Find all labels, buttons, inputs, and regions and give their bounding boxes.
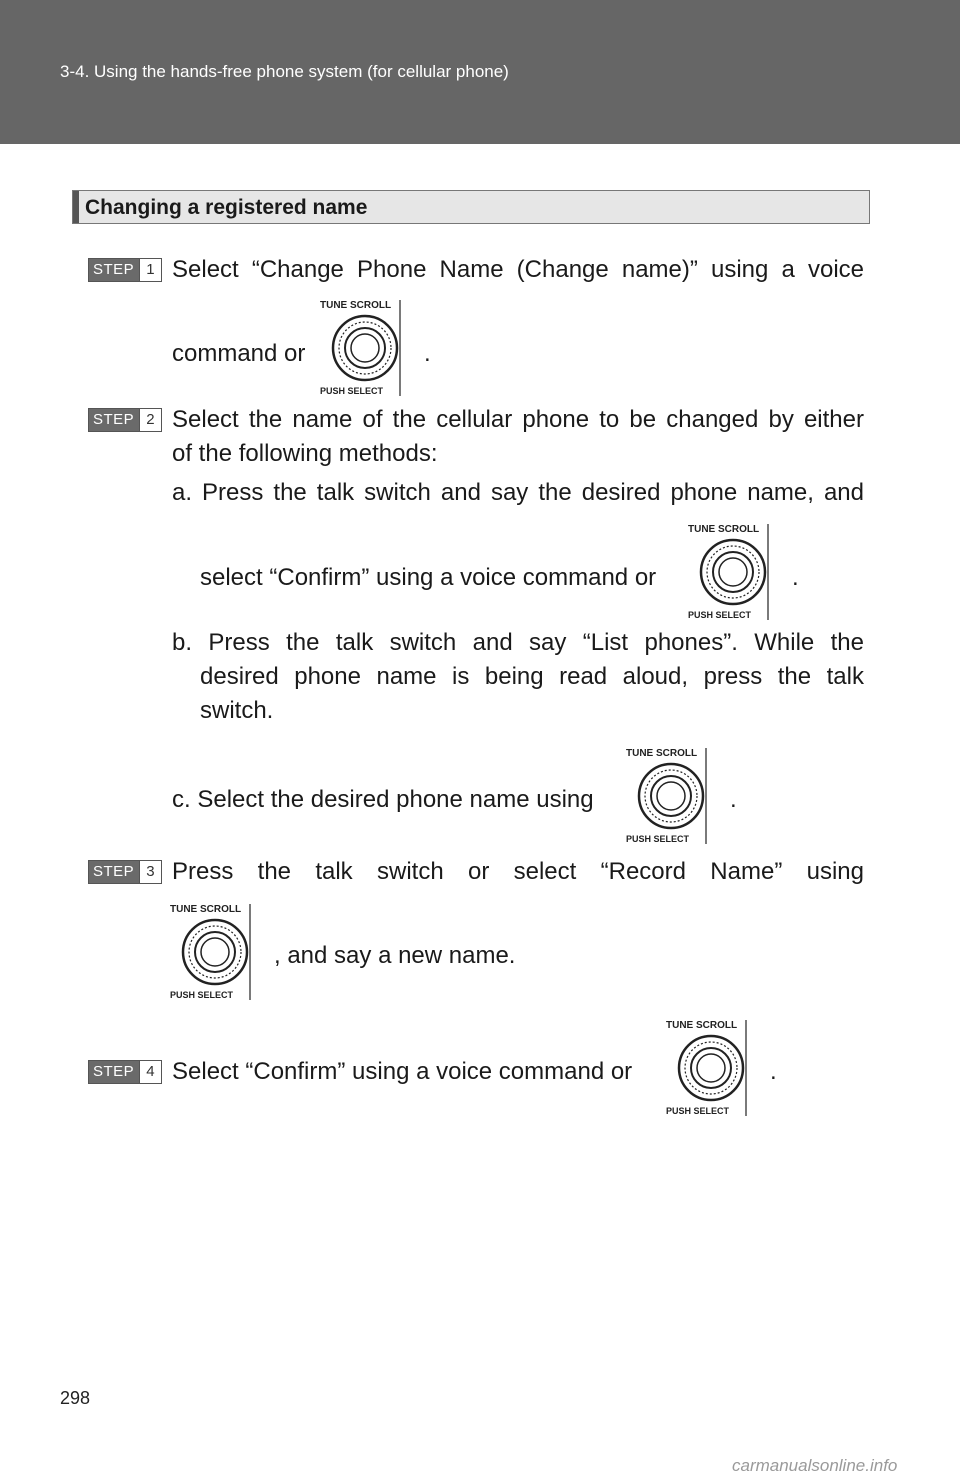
page-header: [0, 0, 960, 144]
method-a-period: .: [792, 564, 799, 591]
method-b-line-3: switch.: [200, 697, 274, 724]
chapter-title: 3-4. Using the hands-free phone system (for cellular phone): [60, 62, 509, 81]
page-number: 298: [60, 1388, 91, 1408]
knob-label-top: TUNE SCROLL: [170, 904, 242, 915]
step-2-line-1: Select the name of the cellular phone to be changed by either: [172, 406, 864, 433]
method-a-line-2: select “Confirm” using a voice command or: [200, 564, 657, 591]
step-4-period: .: [770, 1058, 777, 1085]
tune-knob-icon: [664, 1014, 756, 1118]
knob-label-top: TUNE SCROLL: [688, 524, 760, 535]
method-b-line-1: b. Press the talk switch and say “List phones”. While the: [172, 629, 864, 656]
knob-label-bottom: PUSH SELECT: [688, 610, 752, 620]
step-1-line-1: Select “Change Phone Name (Change name)” using a voice: [172, 256, 864, 283]
knob-label-top: TUNE SCROLL: [666, 1020, 738, 1031]
knob-label-top: TUNE SCROLL: [320, 300, 392, 311]
section-title: Changing a registered name: [85, 196, 368, 219]
step-number: 2: [139, 409, 160, 431]
step-word: STEP: [89, 1061, 139, 1083]
step-3-badge: [88, 860, 162, 884]
step-2-line-2: of the following methods:: [172, 440, 438, 467]
step-4-badge: [88, 1060, 162, 1084]
method-a-line-1: a. Press the talk switch and say the desired phone name, and: [172, 479, 864, 506]
step-4-line-1: Select “Confirm” using a voice command or: [172, 1058, 633, 1085]
method-c-line-1: c. Select the desired phone name using: [172, 786, 594, 813]
tune-knob-icon: [686, 518, 778, 622]
step-3-line-1: Press the talk switch or select “Record Name” using: [172, 858, 864, 885]
step-number: 3: [139, 861, 160, 883]
step-number: 1: [139, 259, 160, 281]
knob-label-top: TUNE SCROLL: [626, 748, 698, 759]
section-heading: [72, 190, 870, 224]
step-word: STEP: [89, 409, 139, 431]
knob-label-bottom: PUSH SELECT: [666, 1106, 730, 1116]
knob-label-bottom: PUSH SELECT: [626, 834, 690, 844]
tune-knob-icon: [624, 742, 716, 846]
method-c-period: .: [730, 786, 737, 813]
step-word: STEP: [89, 861, 139, 883]
knob-label-bottom: PUSH SELECT: [170, 990, 234, 1000]
knob-label-bottom: PUSH SELECT: [320, 386, 384, 396]
tune-knob-icon: [318, 294, 410, 398]
step-number: 4: [139, 1061, 160, 1083]
heading-bar: [73, 191, 79, 223]
method-b-line-2: desired phone name is being read aloud, press the talk: [200, 663, 864, 690]
step-2-badge: [88, 408, 162, 432]
step-word: STEP: [89, 259, 139, 281]
step-1-badge: [88, 258, 162, 282]
step-1-line-2: command or: [172, 340, 306, 367]
watermark-link[interactable]: carmanualsonline.info: [732, 1456, 898, 1475]
step-3-line-2: , and say a new name.: [274, 942, 516, 969]
step-1-period: .: [424, 340, 431, 367]
tune-knob-icon: [168, 898, 260, 1002]
